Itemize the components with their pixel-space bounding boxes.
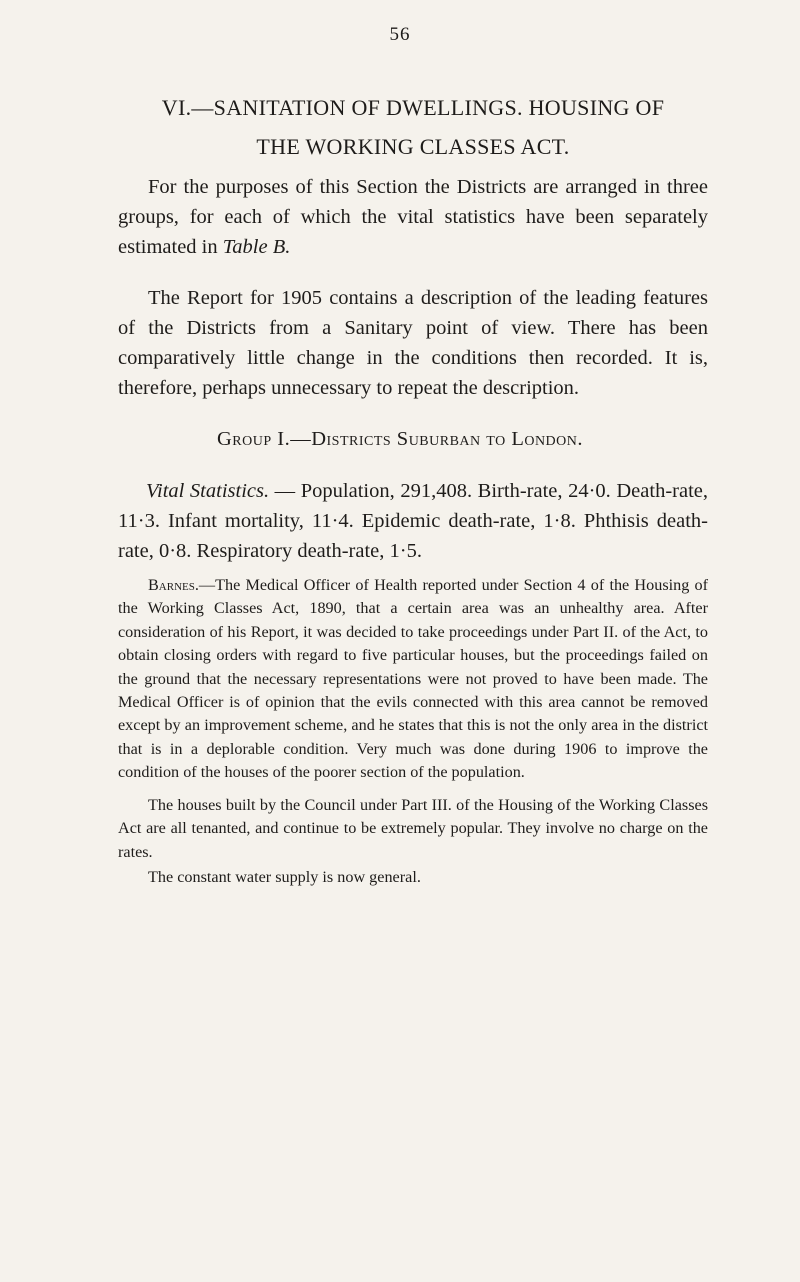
barnes-text: —The Medical Officer of Health reported under Section 4 of the Housing of the Working Classes Act, 1890, that a certain area was an unhealthy area. After consideration of his Report, it was decided to take proceedings under Part II. of the Act, to obtain closing orders with regard to five particular houses, but the proceedings failed on the ground that the necessary representations were not proved to have been made. The Medical Officer is of opinion that the evils connected with this area cannot be removed except by an improvement scheme, and he states that this is not the only area in the district that is in a deplorable condition. Very much was done during 1906 to improve the condition of the houses of the poorer section of the population. [118,576,708,782]
report-paragraph-text: The Report for 1905 contains a description of the leading features of the Districts from a Sanitary point of view. There has been comparatively little change in the conditions then recorded. It is, therefore, perhaps unnecessary to repeat the description. [118,287,708,399]
report-paragraph [118,283,708,403]
houses-paragraph [118,794,708,864]
water-supply-paragraph [118,866,708,889]
vital-statistics-label: Vital Statistics. [146,480,270,502]
intro-paragraph-text: For the purposes of this Section the Districts are arranged in three groups, for each of which the vital statistics have been separately estimated in [118,176,708,258]
page-number: 56 [389,24,411,45]
vital-statistics [118,476,708,566]
houses-text: The houses built by the Council under Part III. of the Housing of the Working Classes Act are all tenanted, and continue to be extremely popular. They involve no charge on the rates. [118,796,708,861]
intro-paragraph [118,172,708,262]
section-heading-line-1: VI.—SANITATION OF DWELLINGS. HOUSING OF [161,95,665,120]
barnes-name: Barnes. [148,576,199,594]
water-supply-text: The constant water supply is now general. [148,868,421,886]
table-reference: Table B. [222,236,291,258]
section-heading-line-2: THE WORKING CLASSES ACT. [256,134,570,159]
section-heading [118,88,708,166]
group-heading: Group I.—Districts Suburban to London. [216,428,584,450]
barnes-paragraph [118,574,708,785]
vital-statistics-text: — Population, 291,408. Birth-rate, 24·0. Death-rate, 11·3. Infant mortality, 11·4. Epidemic death-rate, 1·8. Phthisis death-rate, 0·8. Respiratory death-rate, 1·5. [118,480,708,562]
